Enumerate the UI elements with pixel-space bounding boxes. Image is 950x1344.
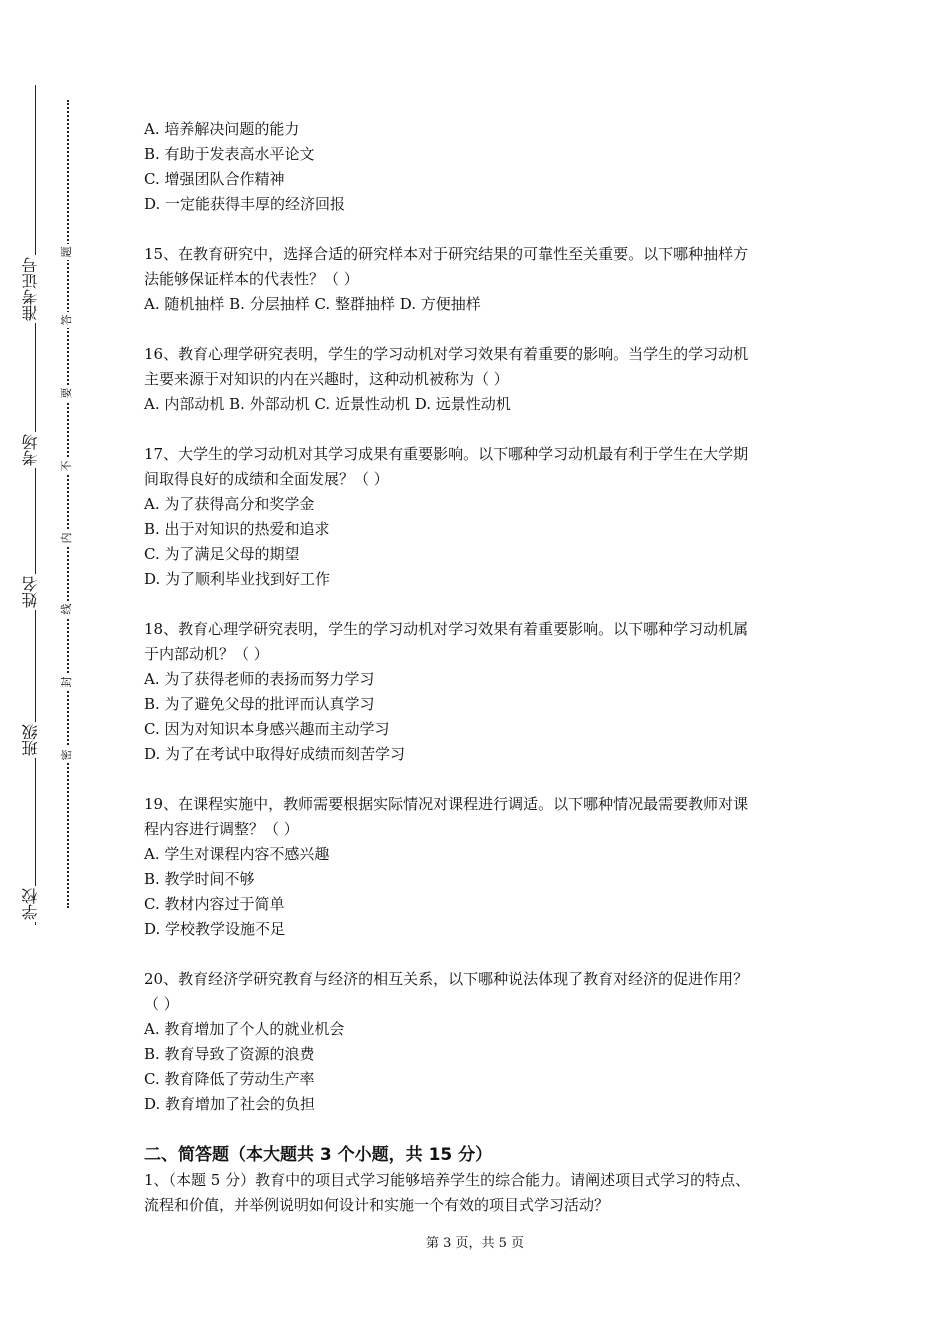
binding-margin — [0, 0, 110, 1344]
option: D. 教育增加了社会的负担 — [144, 1095, 316, 1113]
option: C. 因为对知识本身感兴趣而主动学习 — [144, 720, 390, 738]
binding-solid-line — [35, 85, 36, 925]
page-footer: 第 3 页，共 5 页 — [425, 1236, 525, 1251]
section-title: 二、简答题（本大题共 3 个小题，共 15 分） — [144, 1145, 493, 1165]
exam-content — [144, 117, 814, 1218]
option: B. 出于对知识的热爱和追求 — [144, 520, 330, 538]
question-stem: （ ） — [144, 995, 179, 1013]
binding-dotted-line — [67, 100, 69, 908]
option: D. 为了顺利毕业找到好工作 — [144, 570, 331, 588]
question-stem: 主要来源于对知识的内在兴趣时，这种动机被称为（ ） — [144, 370, 509, 388]
question-15 — [144, 242, 814, 317]
option: A. 培养解决问题的能力 — [144, 120, 300, 138]
question-stem: 19、在课程实施中，教师需要根据实际情况对课程进行调适。以下哪种情况最需要教师对课 — [144, 795, 749, 813]
school-label: 学校 — [22, 886, 50, 922]
question-17 — [144, 442, 814, 592]
option: A. 内部动机 B. 外部动机 C. 近景性动机 D. 远景性动机 — [144, 395, 511, 413]
question-14-options — [144, 117, 814, 217]
seal-char: 密 — [61, 747, 73, 763]
option: D. 为了在考试中取得好成绩而刻苦学习 — [144, 745, 406, 763]
seal-char: 答 — [61, 312, 73, 328]
seal-char: 封 — [61, 674, 73, 690]
question-stem: 程内容进行调整？（ ） — [144, 820, 299, 838]
name-label: 姓名 — [22, 574, 50, 610]
seal-char: 不 — [61, 458, 73, 474]
question-stem: 17、大学生的学习动机对其学习成果有重要影响。以下哪种学习动机最有利于学生在大学期 — [144, 445, 749, 463]
question-stem: 间取得良好的成绩和全面发展？（ ） — [144, 470, 389, 488]
option: A. 教育增加了个人的就业机会 — [144, 1020, 345, 1038]
question-stem: 流程和价值，并举例说明如何设计和实施一个有效的项目式学习活动？ — [144, 1196, 610, 1214]
option: A. 随机抽样 B. 分层抽样 C. 整群抽样 D. 方便抽样 — [144, 295, 481, 313]
option: D. 一定能获得丰厚的经济回报 — [144, 195, 346, 213]
seal-char: 内 — [61, 530, 73, 546]
option: B. 教育导致了资源的浪费 — [144, 1045, 315, 1063]
seal-char: 线 — [61, 601, 73, 617]
option: B. 教学时间不够 — [144, 870, 255, 888]
question-18 — [144, 617, 814, 767]
option: C. 教材内容过于简单 — [144, 895, 285, 913]
option: C. 教育降低了劳动生产率 — [144, 1070, 315, 1088]
exam-room-label: 考场 — [22, 432, 50, 468]
option: A. 为了获得高分和奖学金 — [144, 495, 315, 513]
class-label: 班级 — [22, 722, 50, 758]
option: B. 为了避免父母的批评而认真学习 — [144, 695, 375, 713]
question-stem: 1、（本题 5 分）教育中的项目式学习能够培养学生的综合能力。请阐述项目式学习的特点、 — [144, 1171, 751, 1189]
option: C. 增强团队合作精神 — [144, 170, 285, 188]
question-20 — [144, 967, 814, 1117]
seal-char: 要 — [61, 385, 73, 401]
question-stem: 16、教育心理学研究表明，学生的学习动机对学习效果有着重要的影响。当学生的学习动机 — [144, 345, 749, 363]
option: B. 有助于发表高水平论文 — [144, 145, 315, 163]
question-16 — [144, 342, 814, 417]
option: A. 学生对课程内容不感兴趣 — [144, 845, 330, 863]
seal-char: 题 — [61, 244, 73, 260]
option: A. 为了获得老师的表扬而努力学习 — [144, 670, 375, 688]
question-stem: 20、教育经济学研究教育与经济的相互关系，以下哪种说法体现了教育对经济的促进作用？ — [144, 970, 749, 988]
option: C. 为了满足父母的期望 — [144, 545, 300, 563]
exam-number-label: 准考证号 — [22, 255, 50, 323]
option: D. 学校教学设施不足 — [144, 920, 286, 938]
question-19 — [144, 792, 814, 942]
question-stem: 15、在教育研究中，选择合适的研究样本对于研究结果的可靠性至关重要。以下哪种抽样方 — [144, 245, 749, 263]
question-stem: 18、教育心理学研究表明，学生的学习动机对学习效果有着重要影响。以下哪种学习动机属 — [144, 620, 749, 638]
question-stem: 法能够保证样本的代表性？（ ） — [144, 270, 359, 288]
question-stem: 于内部动机？（ ） — [144, 645, 269, 663]
short-answer-question-1 — [144, 1168, 814, 1218]
